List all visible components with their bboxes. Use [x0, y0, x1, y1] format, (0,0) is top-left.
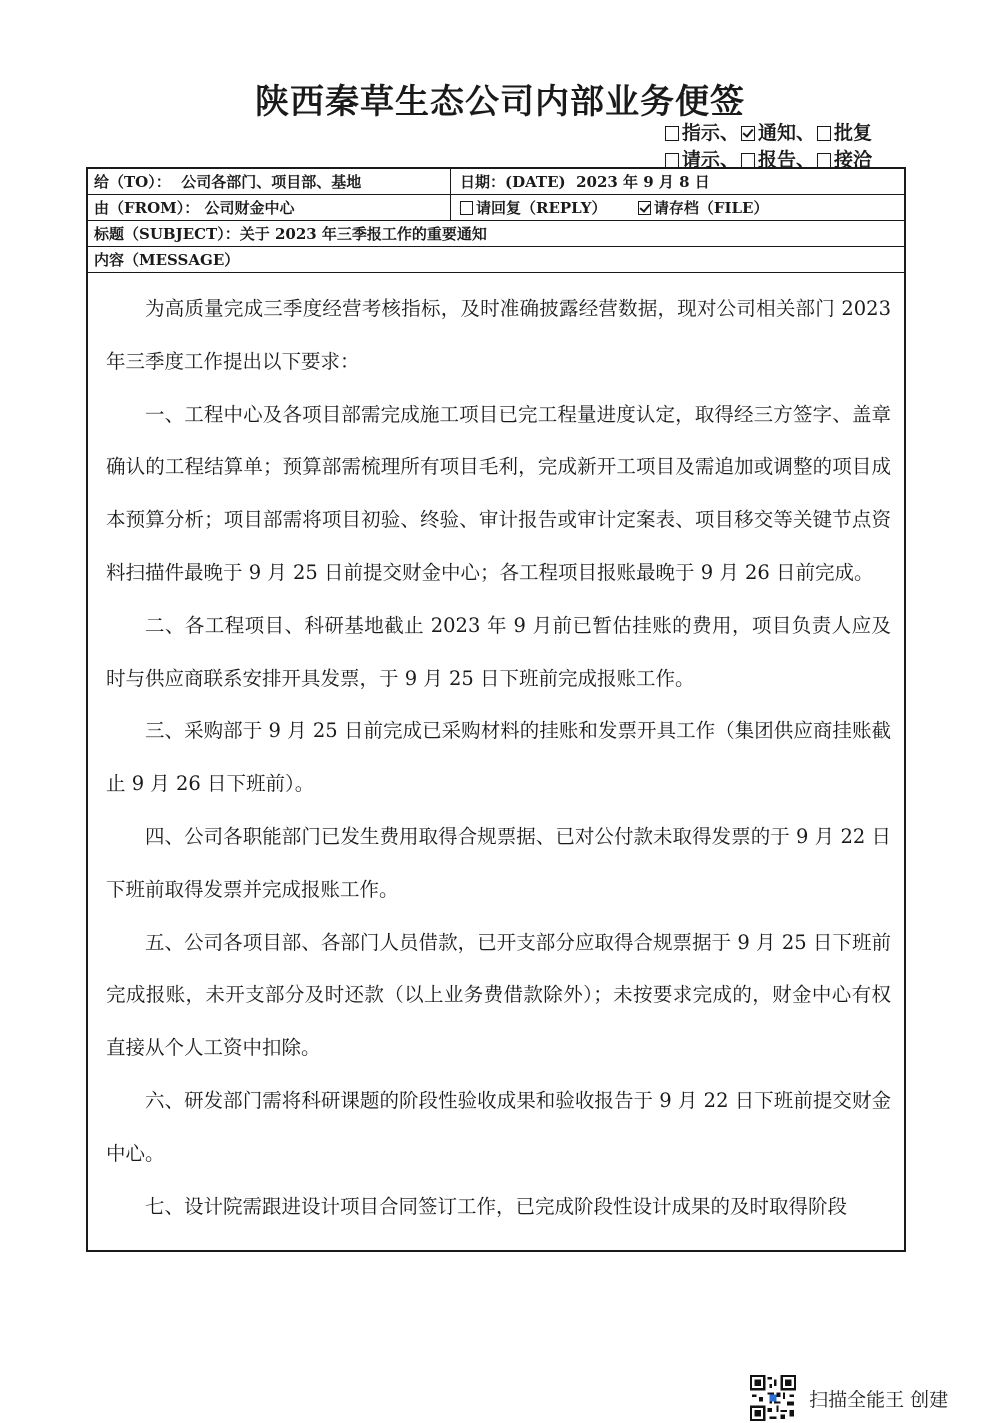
- message-paragraph-1: 一、工程中心及各项目部需完成施工项目已完工程量进度认定，取得经三方签字、盖章确认的工程结算单；预算部需梳理所有项目毛利，完成新开工项目及需追加或调整的项目成本预算分析；项目部需将项目初验、终验、审计报告或审计定案表、项目移交等关键节点资料扫描件最晚于 9 月 25 日前提交财金中心；各工程项目报账最晚于 9 月 26 日前完成。: [106, 402, 891, 584]
- checkbox-checked-icon[interactable]: [638, 201, 651, 215]
- message-label: 内容（MESSAGE）: [94, 251, 240, 269]
- option-label: 批复: [833, 122, 872, 144]
- option-instruction[interactable]: [665, 118, 720, 145]
- checkbox-icon[interactable]: [460, 201, 473, 215]
- memo-frame: [86, 167, 906, 1252]
- message-paragraph-2: 二、各工程项目、科研基地截止 2023 年 9 月前已暂估挂账的费用，项目负责人应及时与供应商联系安排开具发票，于 9 月 25 日下班前完成报账工作。: [106, 613, 891, 690]
- checkbox-icon[interactable]: [817, 126, 831, 141]
- option-label: 通知: [757, 122, 796, 144]
- from-value: 公司财金中心: [204, 199, 295, 217]
- file-label: 请存档（FILE）: [653, 199, 769, 217]
- reply-label: 请回复（REPLY）: [476, 199, 607, 217]
- message-paragraph-3: 三、采购部于 9 月 25 日前完成已采购材料的挂账和发票开具工作（集团供应商挂账截止 9 月 26 日下班前）。: [106, 719, 891, 796]
- checkbox-checked-icon[interactable]: [741, 126, 755, 141]
- checkbox-icon[interactable]: [665, 153, 679, 168]
- from-cell: [88, 195, 451, 221]
- checkbox-icon[interactable]: [817, 153, 831, 168]
- message-paragraph-5: 五、公司各项目部、各部门人员借款，已开支部分应取得合规票据于 9 月 25 日下班前完成报账，未开支部分及时还款（以上业务费借款除外）；未按要求完成的，财金中心有权直接从个人工资中扣除。: [106, 930, 891, 1060]
- checkbox-icon[interactable]: [741, 153, 755, 168]
- date-label: 日期：(DATE): [460, 173, 566, 191]
- header-row-to-date: [88, 169, 904, 195]
- reply-file-cell: [451, 195, 906, 221]
- header-row-from-options: [88, 195, 904, 221]
- reply-option[interactable]: [460, 199, 606, 217]
- category-row-1: 指示、 通知、 批复: [663, 118, 872, 145]
- option-label: 指示: [681, 122, 720, 144]
- option-label: 报告: [757, 149, 796, 171]
- message-paragraph-6: 六、研发部门需将科研课题的阶段性验收成果和验收报告于 9 月 22 日下班前提交财金中心。: [106, 1088, 891, 1165]
- checkbox-icon[interactable]: [665, 126, 679, 141]
- header-row-subject: [88, 221, 904, 247]
- option-label: 请示: [681, 149, 720, 171]
- subject-label: 标题（SUBJECT）：: [94, 225, 240, 243]
- date-value: 2023 年 9 月 8 日: [576, 173, 710, 191]
- message-paragraph-7: 七、设计院需跟进设计项目合同签订工作，已完成阶段性设计成果的及时取得阶段: [145, 1194, 848, 1218]
- header-row-message: [88, 247, 904, 273]
- category-row-2: 请示、 报告、 接洽: [663, 145, 872, 172]
- option-label: 接洽: [833, 149, 872, 171]
- scanner-footer: [750, 1375, 948, 1423]
- message-paragraph-4: 四、公司各职能部门已发生费用取得合规票据、已对公付款未取得发票的于 9 月 22 日下班前取得发票并完成报账工作。: [106, 824, 891, 901]
- to-cell: [88, 169, 451, 195]
- file-option[interactable]: [638, 199, 769, 217]
- to-value: 公司各部门、项目部、基地: [181, 173, 362, 191]
- from-label: 由（FROM）：: [94, 199, 200, 217]
- message-body: [106, 283, 891, 1233]
- subject-value: 关于 2023 年三季报工作的重要通知: [239, 225, 487, 243]
- subject-cell: [88, 221, 904, 247]
- option-approval[interactable]: [817, 118, 872, 145]
- scanner-footer-text: 扫描全能王 创建: [809, 1388, 949, 1411]
- to-label: 给（TO）：: [94, 173, 171, 191]
- document-title: 陕西秦草生态公司内部业务便签: [255, 82, 745, 122]
- qr-code-icon: [750, 1375, 796, 1421]
- message-paragraph-intro: 为高质量完成三季度经营考核指标，及时准确披露经营数据，现对公司相关部门 2023 年三季度工作提出以下要求：: [106, 297, 891, 373]
- option-notice[interactable]: [741, 118, 796, 145]
- date-cell: [451, 169, 906, 195]
